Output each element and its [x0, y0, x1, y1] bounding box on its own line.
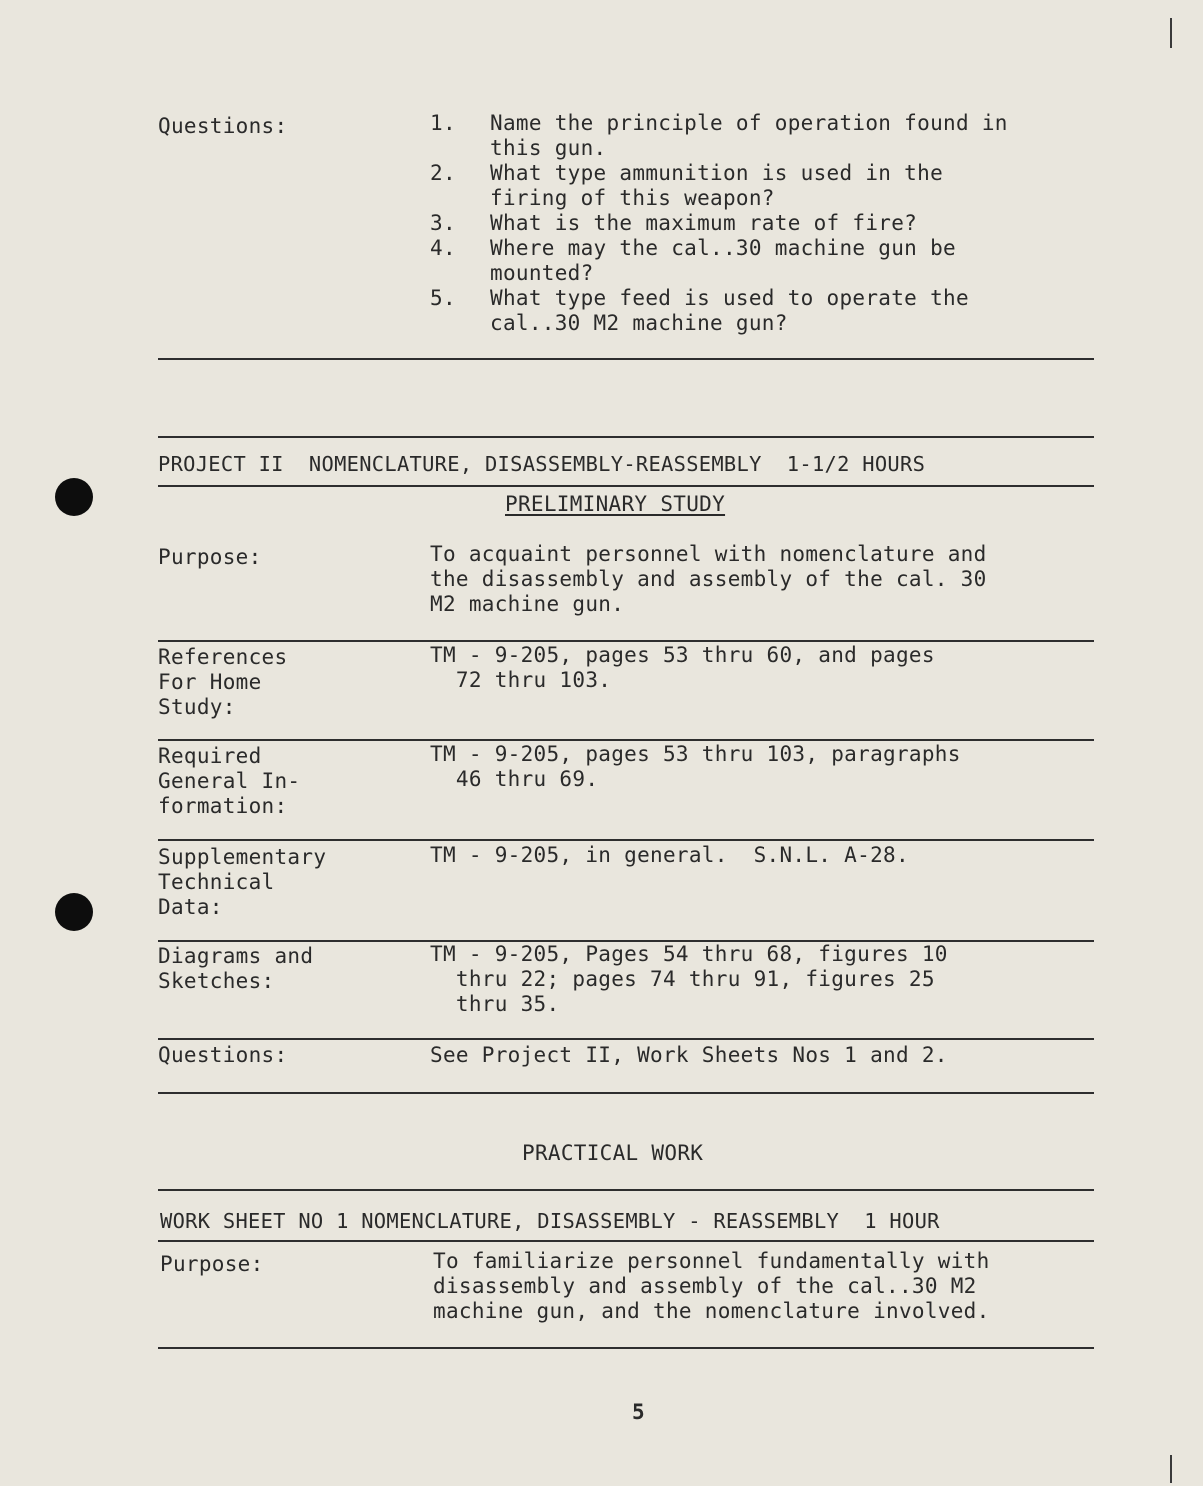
divider	[158, 839, 1094, 841]
row-label: Data:	[158, 895, 223, 919]
row-text: TM - 9-205, in general. S.N.L. A-28.	[430, 843, 909, 867]
question-number: 2.	[430, 161, 456, 185]
row-text: To acquaint personnel with nomenclature and	[430, 542, 987, 566]
practical-work-heading: PRACTICAL WORK	[522, 1141, 704, 1165]
question-line: this gun.	[490, 136, 607, 160]
row-text: thru 35.	[430, 992, 560, 1016]
row-label: Purpose:	[158, 545, 262, 569]
row-label: Supplementary	[158, 845, 327, 869]
question-line: firing of this weapon?	[490, 186, 775, 210]
row-text: the disassembly and assembly of the cal. 30	[430, 567, 987, 591]
row-label: formation:	[158, 794, 288, 818]
row-label: Sketches:	[158, 969, 275, 993]
row-label: Required	[158, 744, 262, 768]
binder-hole-bottom	[55, 893, 93, 931]
question-line: What type ammunition is used in the	[490, 161, 944, 185]
question-line: Where may the cal..30 machine gun be	[490, 236, 956, 260]
row-label: Study:	[158, 695, 236, 719]
row-text: thru 22; pages 74 thru 91, figures 25	[430, 967, 935, 991]
question-line: What is the maximum rate of fire?	[490, 211, 918, 235]
question-number: 3.	[430, 211, 456, 235]
question-line: mounted?	[490, 261, 594, 285]
question-line: What type feed is used to operate the	[490, 286, 969, 310]
project-heading: PROJECT II NOMENCLATURE, DISASSEMBLY-REASSEMBLY 1-1/2 HOURS	[158, 452, 926, 476]
divider	[158, 1092, 1094, 1094]
divider	[158, 436, 1094, 438]
binder-hole-top	[55, 478, 93, 516]
page-number: 5	[632, 1400, 645, 1424]
row-text: TM - 9-205, pages 53 thru 103, paragraphs	[430, 742, 961, 766]
divider	[158, 485, 1094, 487]
divider	[158, 1038, 1094, 1040]
question-line: Name the principle of operation found in	[490, 111, 1008, 135]
divider	[158, 739, 1094, 741]
row-label: Questions:	[158, 1043, 288, 1067]
row-text: 72 thru 103.	[430, 668, 612, 692]
edge-mark-top	[1170, 18, 1172, 48]
row-text: To familiarize personnel fundamentally with	[433, 1249, 990, 1273]
divider	[158, 1240, 1094, 1242]
row-label: Purpose:	[160, 1252, 264, 1276]
worksheet-heading: WORK SHEET NO 1 NOMENCLATURE, DISASSEMBLY - REASSEMBLY 1 HOUR	[160, 1209, 940, 1233]
question-number: 4.	[430, 236, 456, 260]
row-label: Diagrams and	[158, 944, 314, 968]
row-text: machine gun, and the nomenclature involved.	[433, 1299, 990, 1323]
divider	[158, 358, 1094, 360]
row-label: References	[158, 645, 288, 669]
question-number: 1.	[430, 111, 456, 135]
divider	[158, 640, 1094, 642]
row-label: Technical	[158, 870, 275, 894]
question-number: 5.	[430, 286, 456, 310]
row-text: disassembly and assembly of the cal..30 M2	[433, 1274, 977, 1298]
row-text: See Project II, Work Sheets Nos 1 and 2.	[430, 1043, 948, 1067]
row-text: TM - 9-205, pages 53 thru 60, and pages	[430, 643, 935, 667]
row-text: TM - 9-205, Pages 54 thru 68, figures 10	[430, 942, 948, 966]
row-text: M2 machine gun.	[430, 592, 625, 616]
questions-label: Questions:	[158, 114, 288, 138]
divider	[158, 1347, 1094, 1349]
question-line: cal..30 M2 machine gun?	[490, 311, 788, 335]
row-text: 46 thru 69.	[430, 767, 599, 791]
row-label: General In-	[158, 769, 301, 793]
preliminary-study-heading: PRELIMINARY STUDY	[505, 492, 726, 516]
row-label: For Home	[158, 670, 262, 694]
divider	[158, 1189, 1094, 1191]
edge-mark-bottom	[1170, 1455, 1172, 1483]
